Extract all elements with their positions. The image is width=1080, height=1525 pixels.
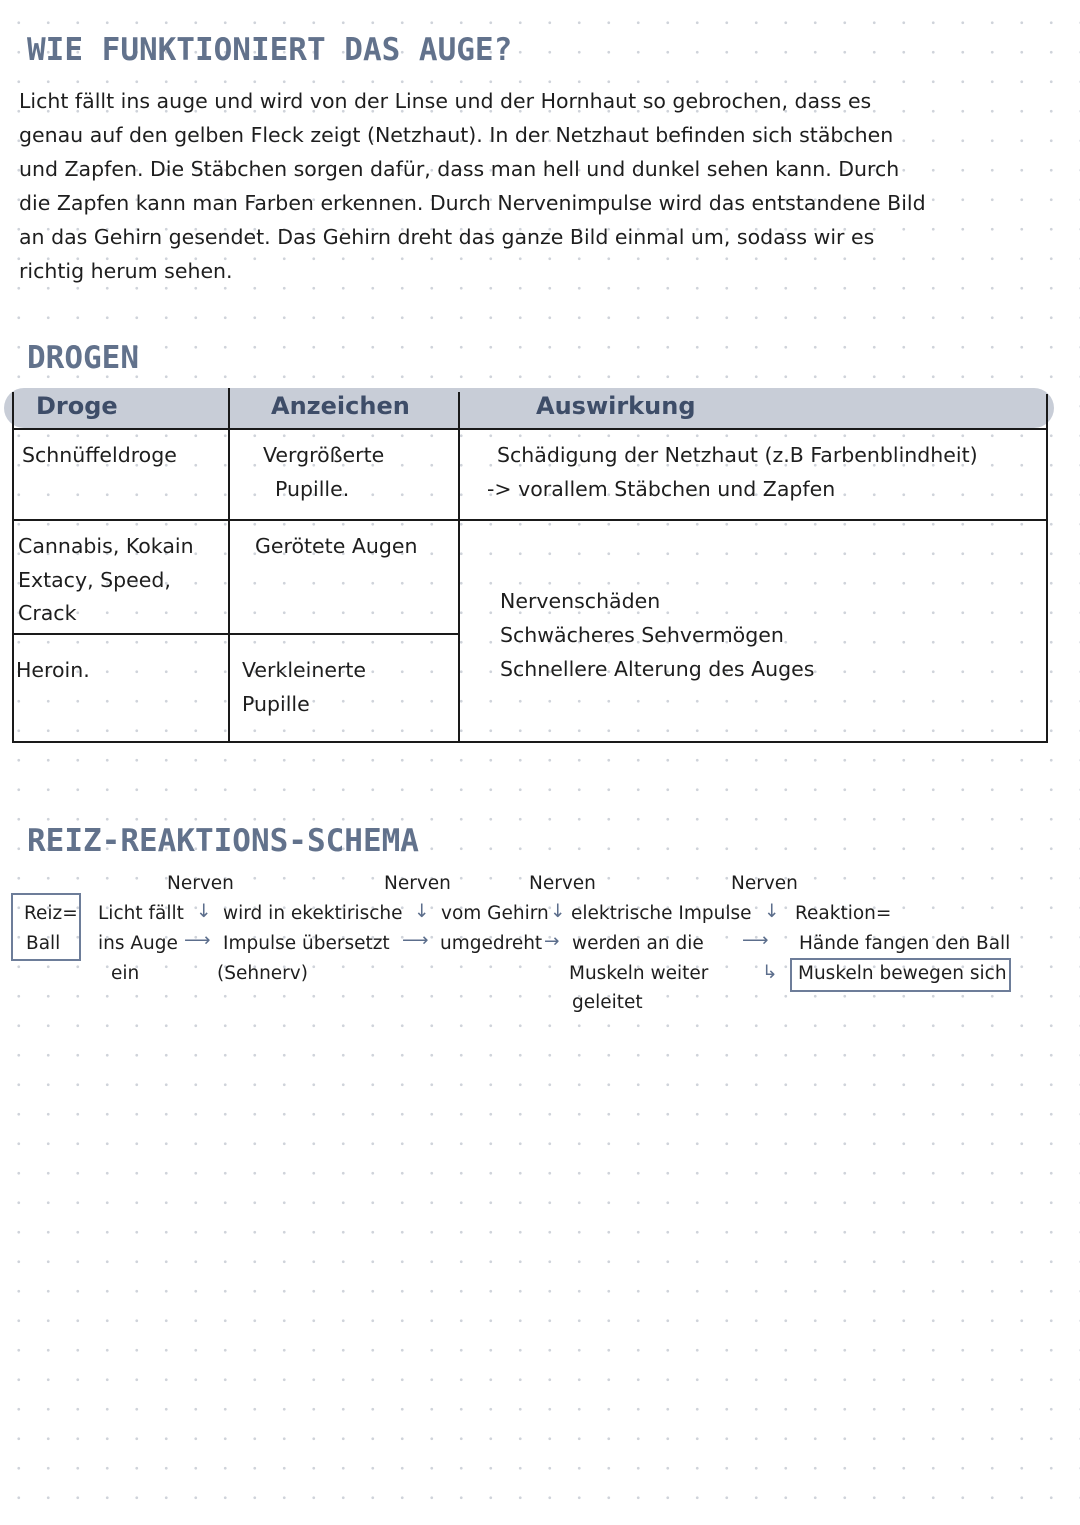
table-border-bottom [12,741,1048,743]
table-divider-col2 [458,392,460,743]
arrow-turn-icon: ↳ [762,962,778,983]
nerven-label: Nerven [167,873,234,894]
eye-paragraph [19,84,979,288]
header-droge: Droge [36,392,118,420]
nerven-label: Nerven [731,873,798,894]
cell-effect: Schwächeres Sehvermögen [500,623,784,647]
reaction-text: Muskeln bewegen sich [798,963,1007,984]
cell-drug: Crack [18,601,77,625]
reaction-label: Reaktion= [795,903,892,924]
cell-effect: Schnellere Alterung des Auges [500,657,815,681]
step-text: wird in ekektirische [223,903,403,924]
eye-heading: WIE FUNKTIONIERT DAS AUGE? [27,32,513,68]
reiz-label: Ball [26,933,61,954]
header-auswirkung: Auswirkung [536,392,696,420]
cell-effect: Schädigung der Netzhaut (z.B Farbenblindheit) [497,443,978,467]
cell-drug: Cannabis, Kokain [18,534,194,558]
cell-effect: Nervenschäden [500,589,661,613]
arrow-down-icon: ↓ [550,901,566,922]
arrow-down-icon: ↓ [764,901,780,922]
reaction-text: Hände fangen den Ball [799,933,1011,954]
step-text: geleitet [572,992,643,1013]
step-text: (Sehnerv) [217,963,308,984]
drugs-heading: DROGEN [27,340,139,376]
cell-sign: Gerötete Augen [255,534,418,558]
paragraph-line: genau auf den gelben Fleck zeigt (Netzhaut). In der Netzhaut befinden sich stäbchen [19,123,894,147]
step-text: Licht fällt [98,903,184,924]
cell-drug: Schnüffeldroge [22,443,177,467]
arrow-right-icon: ⟶ [402,930,429,951]
table-border-right [1046,394,1048,743]
step-text: ein [111,963,140,984]
step-text: werden an die [572,933,704,954]
step-text: ins Auge [98,933,178,954]
cell-effect: -> vorallem Stäbchen und Zapfen [487,477,836,501]
cell-sign: Verkleinerte [242,658,367,682]
arrow-right-icon: ⟶ [742,930,769,951]
cell-sign: Pupille. [275,477,350,501]
drugs-table [12,388,1048,743]
reiz-label: Reiz= [24,903,78,924]
cell-sign: Vergrößerte [263,443,385,467]
table-border-left [12,392,14,743]
step-text: Impulse übersetzt [223,933,390,954]
paragraph-line: und Zapfen. Die Stäbchen sorgen dafür, dass man hell und dunkel sehen kann. Durch [19,157,900,181]
arrow-right-icon: → [544,931,560,952]
schema-heading: REIZ-REAKTIONS-SCHEMA [27,823,419,859]
header-anzeichen: Anzeichen [271,392,410,420]
arrow-down-icon: ↓ [196,901,212,922]
nerven-label: Nerven [529,873,596,894]
step-text: umgedreht [440,933,543,954]
paragraph-line: richtig herum sehen. [19,259,233,283]
paragraph-line: an das Gehirn gesendet. Das Gehirn dreht das ganze Bild einmal um, sodass wir es [19,225,875,249]
table-divider-col1 [228,388,230,743]
table-divider-header [12,428,1048,430]
table-divider-row1 [12,519,1048,521]
arrow-down-icon: ↓ [414,901,430,922]
table-header-band [4,388,1054,428]
cell-drug: Heroin. [16,658,90,682]
paragraph-line: die Zapfen kann man Farben erkennen. Durch Nervenimpulse wird das entstandene Bild [19,191,926,215]
step-text: elektrische Impulse [571,903,752,924]
step-text: Muskeln weiter [569,963,709,984]
cell-sign: Pupille [242,692,310,716]
arrow-right-icon: ⟶ [184,930,211,951]
step-text: vom Gehirn [441,903,549,924]
cell-drug: Extacy, Speed, [18,568,171,592]
nerven-label: Nerven [384,873,451,894]
table-divider-row2 [12,633,460,635]
paragraph-line: Licht fällt ins auge und wird von der Linse und der Hornhaut so gebrochen, dass es [19,89,872,113]
